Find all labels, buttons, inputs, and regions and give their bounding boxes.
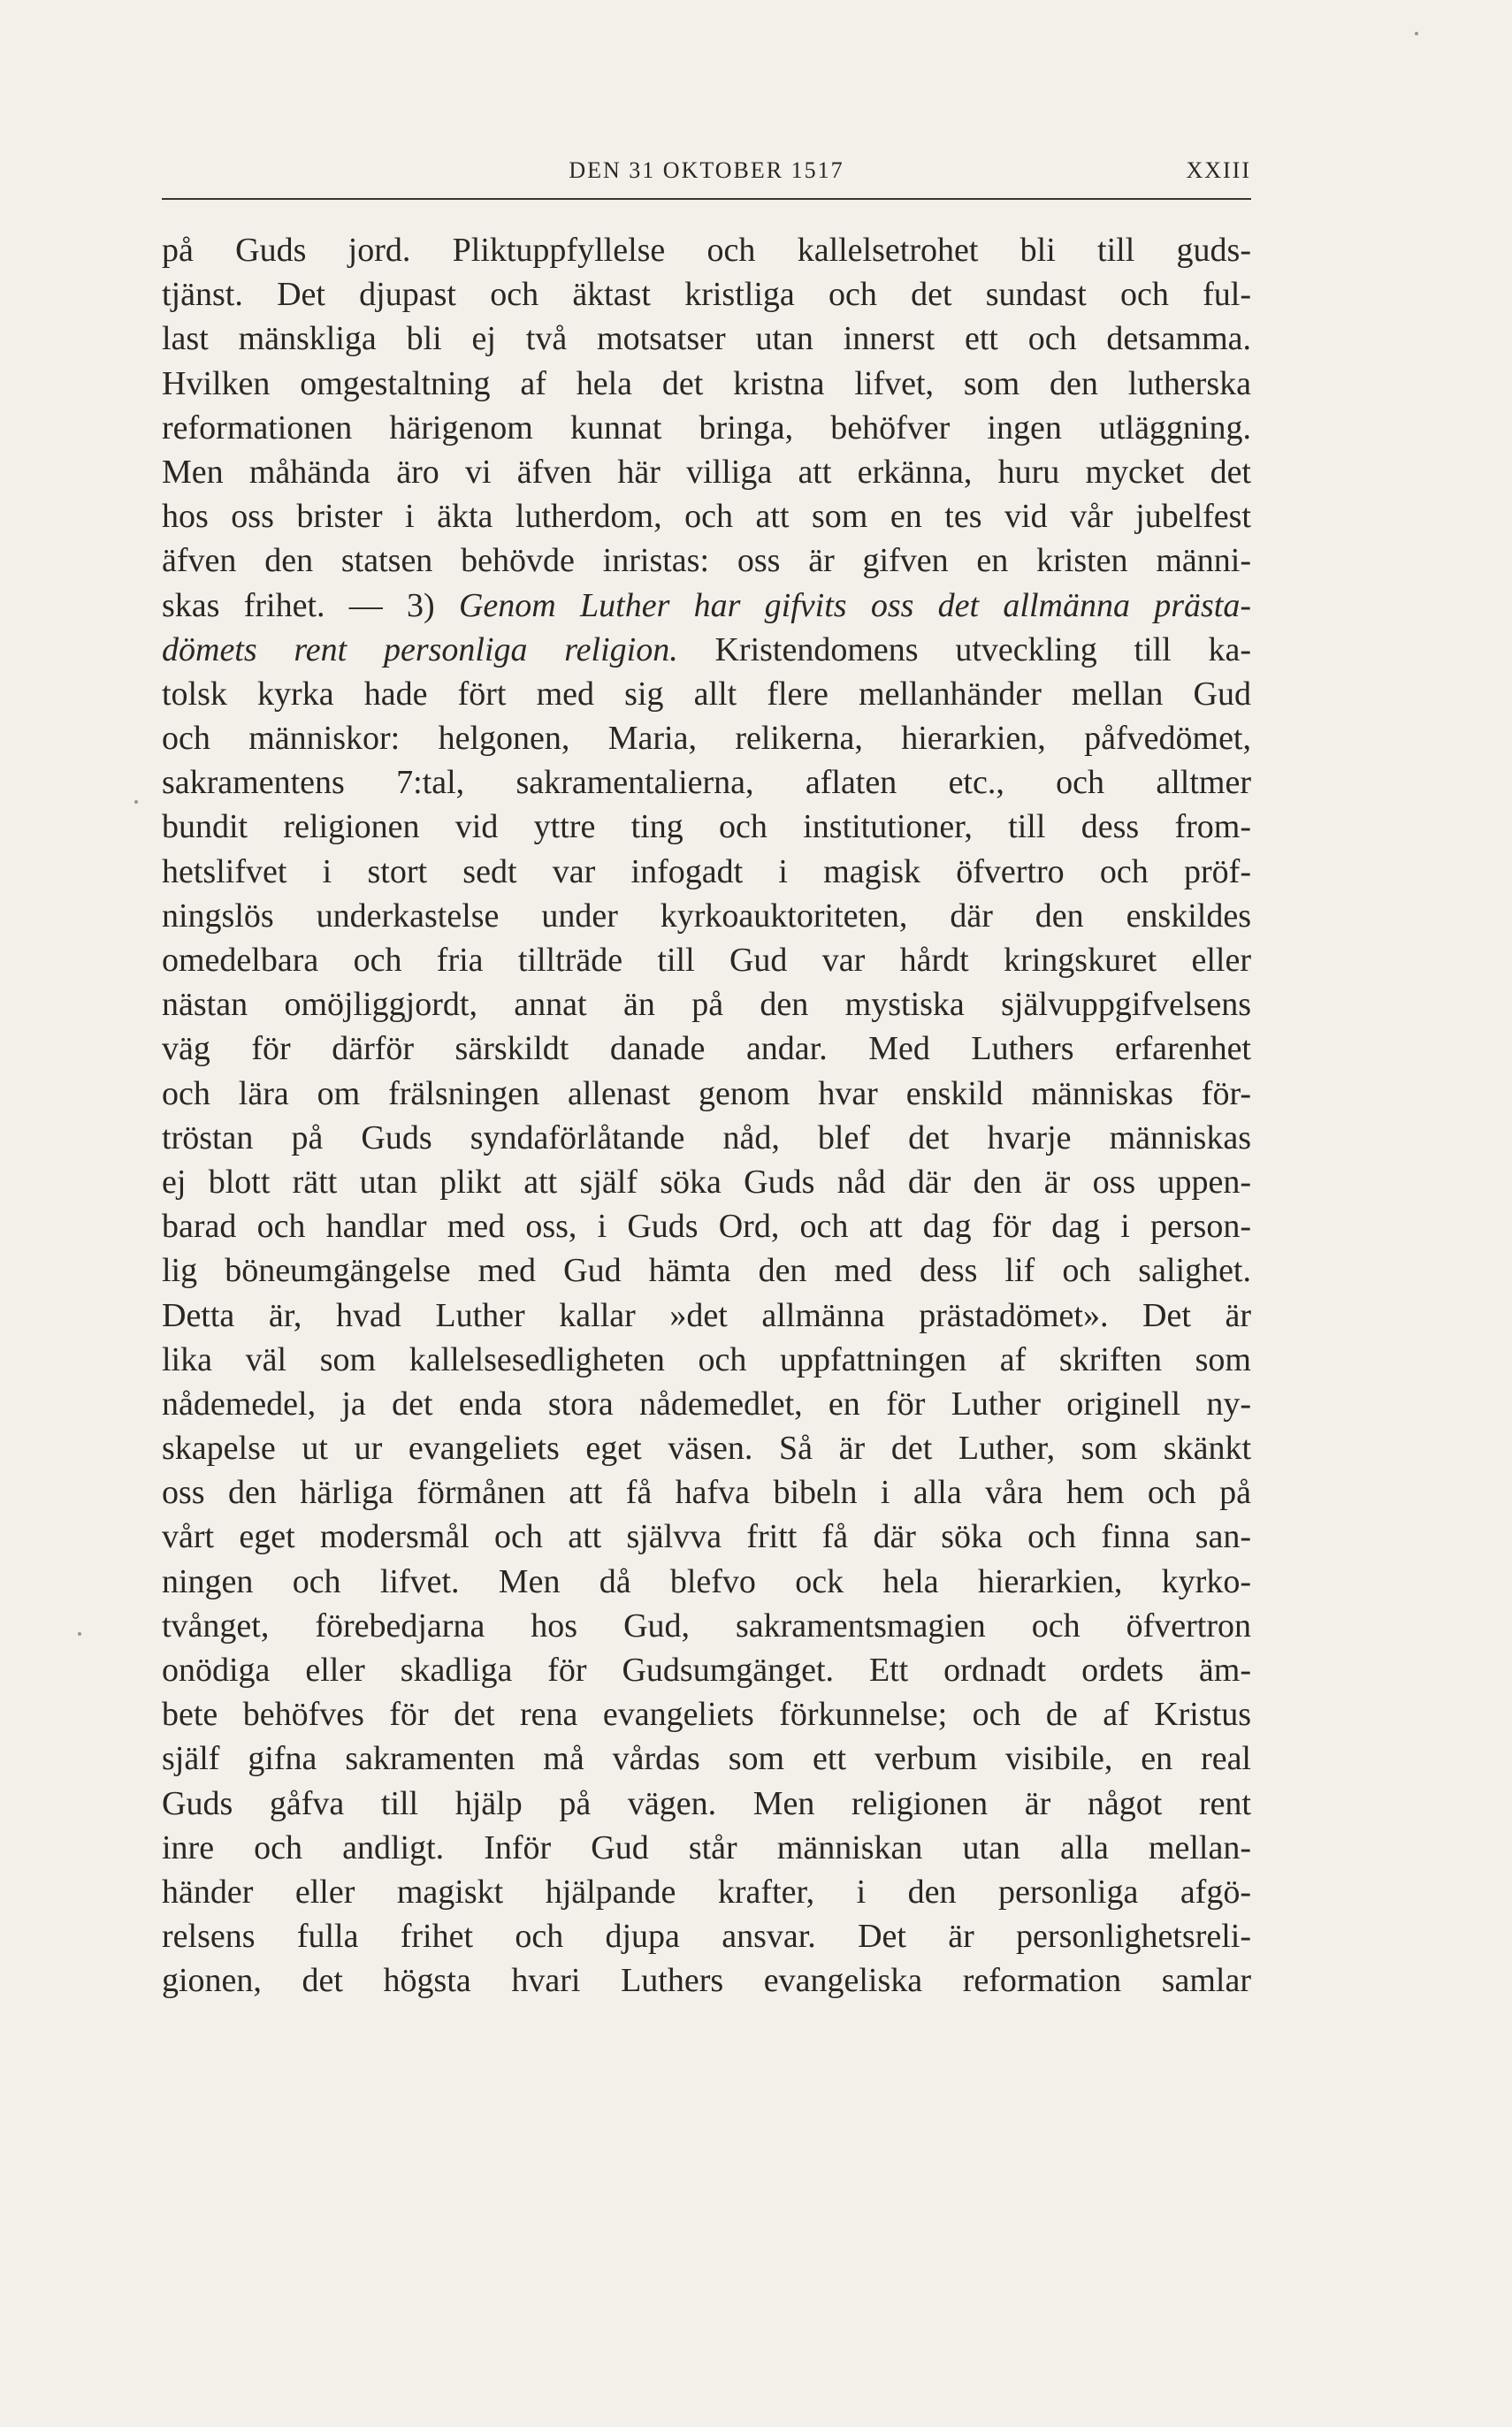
- text-line: och människor: helgonen, Maria, relikerna, hierarkien, påfvedömet,: [162, 720, 1251, 758]
- text-line: lika väl som kallelsesedligheten och uppfattningen af skriften som: [162, 1340, 1251, 1378]
- text-line: Detta är, hvad Luther kallar »det allmänna prästadömet». Det är: [162, 1296, 1251, 1334]
- text-line: inre och andligt. Inför Gud står människan utan alla mellan-: [162, 1828, 1251, 1866]
- text-line-with-italic: [162, 628, 1251, 672]
- text-line: last mänskliga bli ej två motsatser utan innerst ett och detsamma.: [162, 320, 1251, 358]
- text-line: Men måhända äro vi äfven här villiga att erkänna, huru mycket det: [162, 453, 1251, 491]
- page-number: XXIII: [1186, 157, 1251, 183]
- text-line: sakramentens 7:tal, sakramentalierna, aflaten etc., och alltmer: [162, 764, 1251, 802]
- text-line: gionen, det högsta hvari Luthers evangeliska reformation samlar: [162, 1962, 1251, 2000]
- text-line: lig böneumgängelse med Gud hämta den med dess lif och salighet.: [162, 1252, 1251, 1290]
- text-line: tröstan på Guds syndaförlåtande nåd, blef det hvarje människas: [162, 1118, 1251, 1156]
- text-line: omedelbara och fria tillträde till Gud var hårdt kringskuret eller: [162, 942, 1251, 979]
- body-text: [162, 228, 1251, 2003]
- page-header: [162, 157, 1251, 200]
- text-line: hos oss brister i äkta lutherdom, och att som en tes vid vår jubelfest: [162, 498, 1251, 536]
- text-line: bete behöfves för det rena evangeliets förkunnelse; och de af Kristus: [162, 1696, 1251, 1734]
- italic-heading: Genom Luther har gifvits oss det allmänna prästa-: [458, 586, 1251, 624]
- text-line: relsens fulla frihet och djupa ansvar. Det är personlighetsreli-: [162, 1918, 1251, 1956]
- text-line: ningen och lifvet. Men då blefvo ock hela hierarkien, kyrko-: [162, 1562, 1251, 1600]
- text-line: tolsk kyrka hade fört med sig allt flere mellanhänder mellan Gud: [162, 675, 1251, 713]
- paper-speck: [1415, 32, 1418, 35]
- running-title: DEN 31 OKTOBER 1517: [569, 157, 844, 183]
- text-line: reformationen härigenom kunnat bringa, behöfver ingen utläggning.: [162, 408, 1251, 446]
- text-line: onödiga eller skadliga för Gudsumgänget. Ett ordnadt ordets äm-: [162, 1652, 1251, 1689]
- text-line: vårt eget modersmål och att självva fritt få där söka och finna san-: [162, 1518, 1251, 1556]
- text-line: nådemedel, ja det enda stora nådemedlet, en för Luther originell ny-: [162, 1385, 1251, 1423]
- text-line: tjänst. Det djupast och äktast kristliga och det sundast och ful-: [162, 276, 1251, 314]
- text-line-with-italic: [162, 584, 1251, 628]
- text-line: själf gifna sakramenten må vårdas som ett verbum visibile, en real: [162, 1740, 1251, 1778]
- paper-speck: [134, 800, 138, 804]
- italic-heading-continued: dömets rent personliga religion.: [162, 630, 678, 668]
- text-line: händer eller magiskt hjälpande krafter, i den personliga afgö-: [162, 1873, 1251, 1911]
- text-line: hetslifvet i stort sedt var infogadt i magisk öfvertro och pröf-: [162, 852, 1251, 890]
- text-line: och lära om frälsningen allenast genom hvar enskild människas för-: [162, 1074, 1251, 1112]
- text-line: ningslös underkastelse under kyrkoauktoriteten, där den enskildes: [162, 897, 1251, 935]
- text-line: barad och handlar med oss, i Guds Ord, och att dag för dag i person-: [162, 1208, 1251, 1246]
- text-line: oss den härliga förmånen att få hafva bibeln i alla våra hem och på: [162, 1474, 1251, 1512]
- paper-speck: [78, 1632, 81, 1636]
- text-line: äfven den statsen behövde inristas: oss är gifven en kristen männi-: [162, 542, 1251, 580]
- line-rest: Kristendomens utveckling till ka-: [677, 630, 1251, 668]
- text-line: Guds gåfva till hjälp på vägen. Men religionen är något rent: [162, 1784, 1251, 1822]
- text-line: Hvilken omgestaltning af hela det kristna lifvet, som den lutherska: [162, 364, 1251, 402]
- text-line: tvånget, förebedjarna hos Gud, sakramentsmagien och öfvertron: [162, 1607, 1251, 1645]
- line-prefix: skas frihet. — 3): [162, 586, 459, 624]
- text-line: ej blott rätt utan plikt att själf söka Guds nåd där den är oss uppen-: [162, 1163, 1251, 1201]
- text-line: skapelse ut ur evangeliets eget väsen. Så är det Luther, som skänkt: [162, 1430, 1251, 1468]
- text-line: bundit religionen vid yttre ting och institutioner, till dess from-: [162, 808, 1251, 846]
- text-line: på Guds jord. Pliktuppfyllelse och kallelsetrohet bli till guds-: [162, 232, 1251, 269]
- text-line: nästan omöjliggjordt, annat än på den mystiska självuppgifvelsens: [162, 986, 1251, 1024]
- text-line: väg för därför särskildt danade andar. Med Luthers erfarenhet: [162, 1030, 1251, 1068]
